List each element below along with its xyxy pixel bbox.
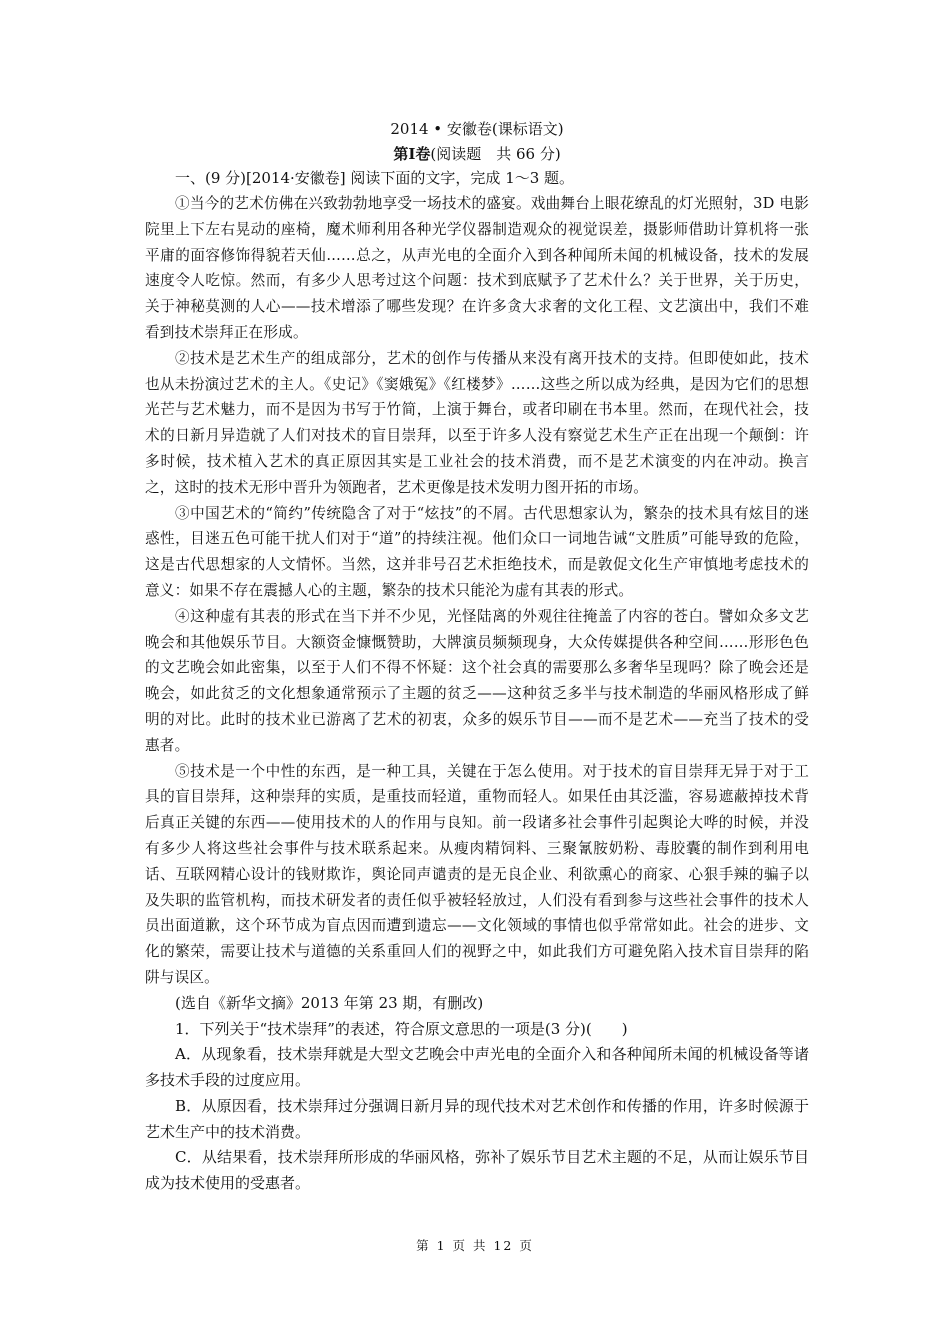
page-number-footer: 第 1 页 共 12 页 [416,1238,534,1253]
passage-paragraph-5: ⑤技术是一个中性的东西，是一种工具，关键在于怎么使用。对于技术的盲目崇拜无异于对于工具的盲目崇拜，这种崇拜的实质，是重技而轻道，重物而轻人。如果任由其泛滥，容易遮蔽掉技术背后真正关键的东西——使用技术的人的作用与良知。前一段诸多社会事件引起舆论大哗的时候，并没有多少人将这些社会事件与技术联系起来。从瘦肉精饲料、三聚氰胺奶粉、毒胶囊的制作到利用电话、互联网精心设计的钱财欺诈，舆论同声谴责的是无良企业、利欲熏心的商家、心狠手辣的骗子以及失职的监管机构，而技术研发者的责任似乎被轻轻放过，人们没有看到参与这些社会事件的技术人员出面道歉，这个环节成为盲点因而遭到遗忘——文化领域的事情也似乎常常如此。社会的进步、文化的繁荣，需要让技术与道德的关系重回人们的视野之中，如此我们方可避免陷入技术盲目崇拜的陷阱与误区。 [145,762,809,986]
section-heading: 一、(9 分)[2014·安徽卷] 阅读下面的文字，完成 1～3 题。 [175,169,575,187]
question-1-option-b: B．从原因看，技术崇拜过分强调日新月异的现代技术对艺术创作和传播的作用，许多时候源于艺术生产中的技术消费。 [145,1096,809,1141]
passage-paragraph-2: ②技术是艺术生产的组成部分，艺术的创作与传播从来没有离开技术的支持。但即使如此，技术也从未扮演过艺术的主人。《史记》《窦娥冤》《红楼梦》……这些之所以成为经典，是因为它们的思想光芒与艺术魅力，而不是因为书写于竹简，上演于舞台，或者印刷在书本里。然而，在现代社会，技术的日新月异造就了人们对技术的盲目崇拜，以至于许多人没有察觉艺术生产正在出现一个颠倒：许多时候，技术植入艺术的真正原因其实是工业社会的技术消费，而不是艺术演变的内在冲动。换言之，这时的技术无形中晋升为领跑者，艺术更像是技术发明力图开拓的市场。 [145,349,809,496]
question-1-option-a: A．从现象看，技术崇拜就是大型文艺晚会中声光电的全面介入和各种闻所未闻的机械设备等诸多技术手段的过度应用。 [145,1045,809,1090]
passage-paragraph-1: ①当今的艺术仿佛在兴致勃勃地享受一场技术的盛宴。戏曲舞台上眼花缭乱的灯光照射，3D 电影院里上下左右晃动的座椅，魔术师利用各种光学仪器制造观众的视觉误差，摄影师借助计算机将一张平庸的面容修饰得貌若天仙……总之，从声光电的全面介入到各种闻所未闻的机械设备，技术的发展速度令人吃惊。然而，有多少人思考过这个问题：技术到底赋予了艺术什么？关于世界，关于历史，关于神秘莫测的人心——技术增添了哪些发现？在许多贪大求奢的文化工程、文艺演出中，我们不难看到技术崇拜正在形成。 [145,195,809,341]
exam-title: 2014 • 安徽卷(课标语文) [390,120,564,138]
exam-subtitle [145,142,809,166]
page-content [145,116,809,1197]
question-1-stem: 1．下列关于“技术崇拜”的表述，符合原文意思的一项是(3 分)( ) [175,1019,628,1038]
volume-description: (阅读题 共 66 分) [430,145,561,163]
passage-paragraph-4: ④这种虚有其表的形式在当下并不少见，光怪陆离的外观往往掩盖了内容的苍白。譬如众多文艺晚会和其他娱乐节目。大额资金慷慨赞助，大牌演员频频现身，大众传媒提供各种空间……形形色色的文艺晚会如此密集，以至于人们不得不怀疑：这个社会真的需要那么多奢华呈现吗？除了晚会还是晚会，如此贫乏的文化想象通常预示了主题的贫乏——这种贫乏多半与技术制造的华丽风格形成了鲜明的对比。此时的技术业已游离了艺术的初衷，众多的娱乐节目——而不是艺术——充当了技术的受惠者。 [145,607,809,754]
volume-label: 第Ⅰ卷 [393,145,431,163]
source-note: (选自《新华文摘》2013 年第 23 期，有删改) [175,993,484,1012]
question-1-option-c: C．从结果看，技术崇拜所形成的华丽风格，弥补了娱乐节目艺术主题的不足，从而让娱乐节目成为技术使用的受惠者。 [145,1148,809,1193]
passage-paragraph-3: ③中国艺术的“简约”传统隐含了对于“炫技”的不屑。古代思想家认为，繁杂的技术具有炫目的迷惑性，目迷五色可能干扰人们对于“道”的持续注视。他们众口一词地告诫“文胜质”可能导致的危险，这是古代思想家的人文情怀。当然，这并非号召艺术拒绝技术，而是敦促文化生产审慎地考虑技术的意义：如果不存在震撼人心的主题，繁杂的技术只能沦为虚有其表的形式。 [145,504,809,599]
